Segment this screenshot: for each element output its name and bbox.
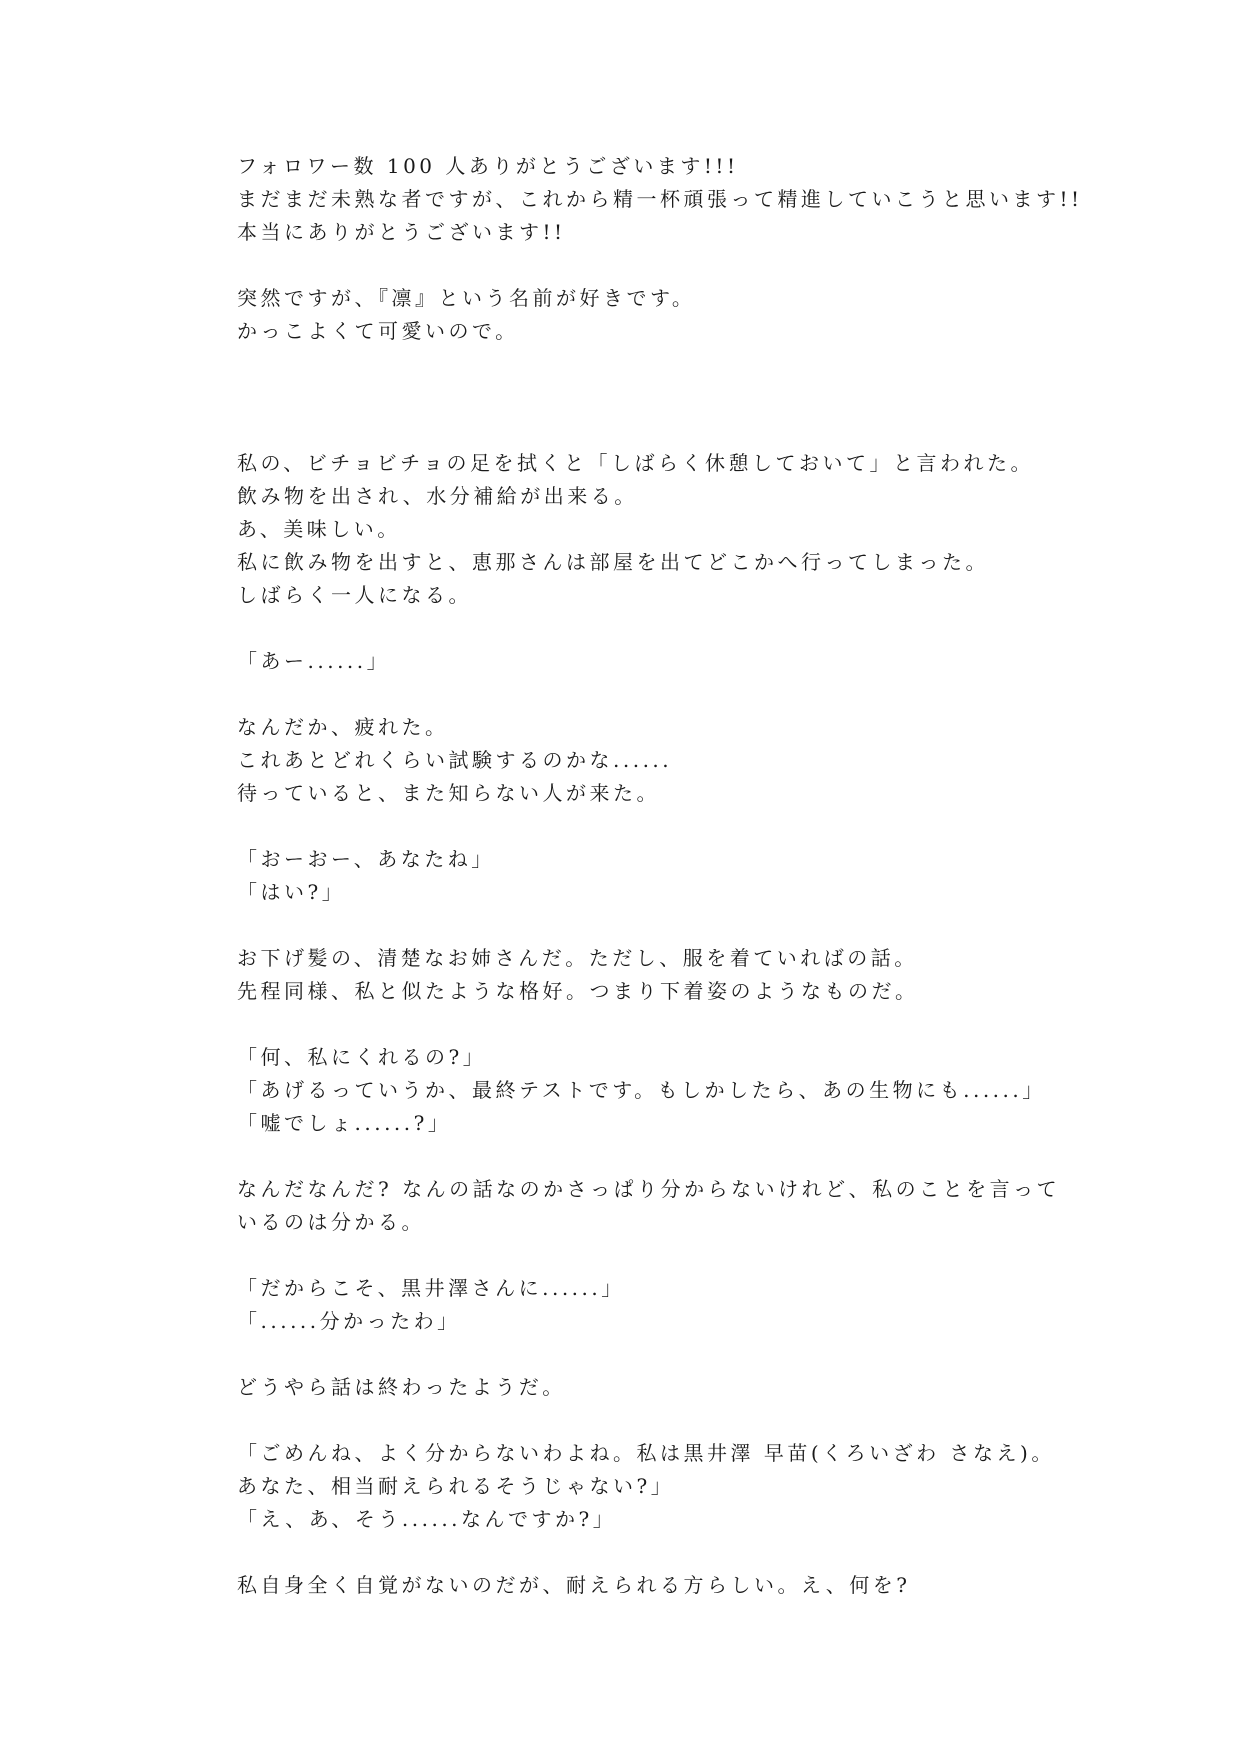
- text-line: いるのは分かる。: [237, 1210, 425, 1234]
- dialogue-line: 「......分かったわ」: [237, 1309, 461, 1333]
- dialogue-line: 「嘘でしょ......?」: [237, 1111, 452, 1135]
- document-body: [237, 150, 1083, 1602]
- dialogue-line: 「はい?」: [237, 880, 346, 904]
- blank-line: [237, 612, 1037, 645]
- blank-line: [237, 1338, 1037, 1371]
- blank-line: [237, 1140, 1037, 1173]
- blank-line: [237, 249, 1037, 282]
- text-line: なんだか、疲れた。: [237, 715, 449, 739]
- text-line: なんだなんだ? なんの話なのかさっぱり分からないけれど、私のことを言って: [237, 1177, 1061, 1201]
- blank-line: [237, 1536, 1037, 1569]
- text-line: お下げ髪の、清楚なお姉さんだ。ただし、服を着ていればの話。: [237, 946, 918, 970]
- blank-line: [237, 810, 1037, 843]
- text-line: フォロワー数 100 人ありがとうございます!!!: [237, 154, 739, 178]
- blank-line: [237, 909, 1037, 942]
- dialogue-line: あなた、相当耐えられるそうじゃない?」: [237, 1474, 675, 1498]
- text-line: 待っていると、また知らない人が来た。: [237, 781, 660, 805]
- blank-line: [237, 381, 1037, 414]
- text-line: これあとどれくらい試験するのかな......: [237, 748, 673, 772]
- dialogue-line: 「あー......」: [237, 649, 391, 673]
- text-line: 私自身全く自覚がないのだが、耐えられる方らしい。え、何を?: [237, 1573, 911, 1597]
- text-line: どうやら話は終わったようだ。: [237, 1375, 566, 1399]
- dialogue-line: 「あげるっていうか、最終テストです。もしかしたら、あの生物にも......」: [237, 1078, 1046, 1102]
- text-line: 本当にありがとうございます!!: [237, 220, 566, 244]
- dialogue-line: 「だからこそ、黒井澤さんに......」: [237, 1276, 625, 1300]
- text-line: 飲み物を出され、水分補給が出来る。: [237, 484, 638, 508]
- text-line: 先程同様、私と似たような格好。つまり下着姿のようなものだ。: [237, 979, 919, 1003]
- blank-line: [237, 348, 1037, 381]
- text-line: しばらく一人になる。: [237, 583, 472, 607]
- text-line: 私に飲み物を出すと、恵那さんは部屋を出てどこかへ行ってしまった。: [237, 550, 989, 574]
- text-line: かっこよくて可愛いので。: [237, 319, 519, 343]
- blank-line: [237, 678, 1037, 711]
- text-line: 私の、ビチョビチョの足を拭くと「しばらく休憩しておいて」と言われた。: [237, 451, 1034, 475]
- dialogue-line: 「ごめんね、よく分からないわよね。私は黒井澤 早苗(くろいざわ さなえ)。: [237, 1441, 1055, 1465]
- text-line: あ、美味しい。: [237, 517, 401, 541]
- blank-line: [237, 1239, 1037, 1272]
- dialogue-line: 「おーおー、あなたね」: [237, 847, 495, 871]
- dialogue-line: 「え、あ、そう......なんですか?」: [237, 1507, 617, 1531]
- dialogue-line: 「何、私にくれるの?」: [237, 1045, 487, 1069]
- blank-line: [237, 1008, 1037, 1041]
- blank-line: [237, 1404, 1037, 1437]
- text-line: 突然ですが、『凛』という名前が好きです。: [237, 286, 696, 310]
- text-line: まだまだ未熟な者ですが、これから精一杯頑張って精進していこうと思います!!: [237, 187, 1083, 211]
- blank-line: [237, 414, 1037, 447]
